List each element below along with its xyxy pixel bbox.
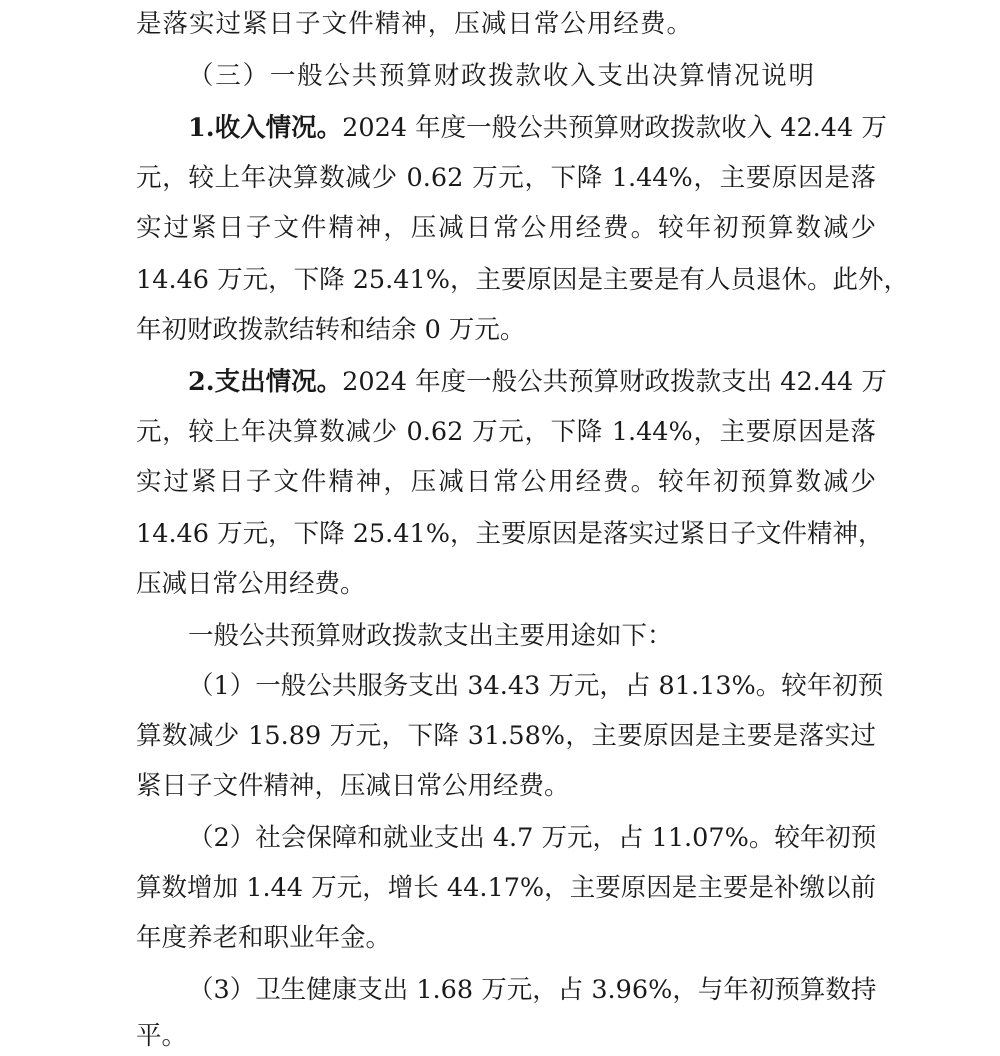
text-line: 14.46 万元，下降 25.41%，主要原因是主要是有人员退休。此外，: [136, 265, 909, 295]
text-line: 平。: [136, 1021, 188, 1051]
text-line: 是落实过紧日子文件精神，压减日常公用经费。: [136, 9, 692, 39]
text-line: 压减日常公用经费。: [136, 569, 366, 599]
paragraph-expense-first-line: [188, 362, 887, 402]
text-line: 年度养老和职业年金。: [136, 923, 392, 953]
text-line: 元，较上年决算数减少 0.62 万元，下降 1.44%，主要原因是落: [136, 417, 876, 447]
text-line: 年初财政拨款结转和结余 0 万元。: [136, 315, 526, 345]
text-line: 实过紧日子文件精神，压减日常公用经费。较年初预算数减少: [136, 467, 876, 497]
text-line: 一般公共预算财政拨款支出主要用途如下：: [188, 621, 673, 651]
list-item-line: （3）卫生健康支出 1.68 万元，占 3.96%，与年初预算数持: [188, 975, 877, 1005]
text-line: 14.46 万元，下降 25.41%，主要原因是落实过紧日子文件精神，: [136, 519, 884, 549]
text-line: 元，较上年决算数减少 0.62 万元，下降 1.44%，主要原因是落: [136, 163, 876, 193]
list-item-line: （1）一般公共服务支出 34.43 万元，占 81.13%。较年初预: [188, 671, 884, 701]
text-line: 算数增加 1.44 万元，增长 44.17%，主要原因是主要是补缴以前: [136, 873, 876, 903]
text-segment: 2024 年度一般公共预算财政拨款收入 42.44 万: [342, 113, 887, 143]
text-line: 紧日子文件精神，压减日常公用经费。: [136, 771, 570, 801]
income-heading: 1.收入情况。: [188, 113, 343, 143]
paragraph-income-first-line: [188, 108, 887, 148]
text-segment: 2024 年度一般公共预算财政拨款支出 42.44 万: [342, 367, 887, 397]
list-item-line: （2）社会保障和就业支出 4.7 万元，占 11.07%。较年初预: [188, 823, 877, 853]
section-heading: （三）一般公共预算财政拨款收入支出决算情况说明: [188, 61, 814, 91]
text-line: 实过紧日子文件精神，压减日常公用经费。较年初预算数减少: [136, 213, 876, 243]
text-line: 算数减少 15.89 万元，下降 31.58%，主要原因是主要是落实过: [136, 721, 876, 751]
expense-heading: 2.支出情况。: [188, 367, 343, 397]
